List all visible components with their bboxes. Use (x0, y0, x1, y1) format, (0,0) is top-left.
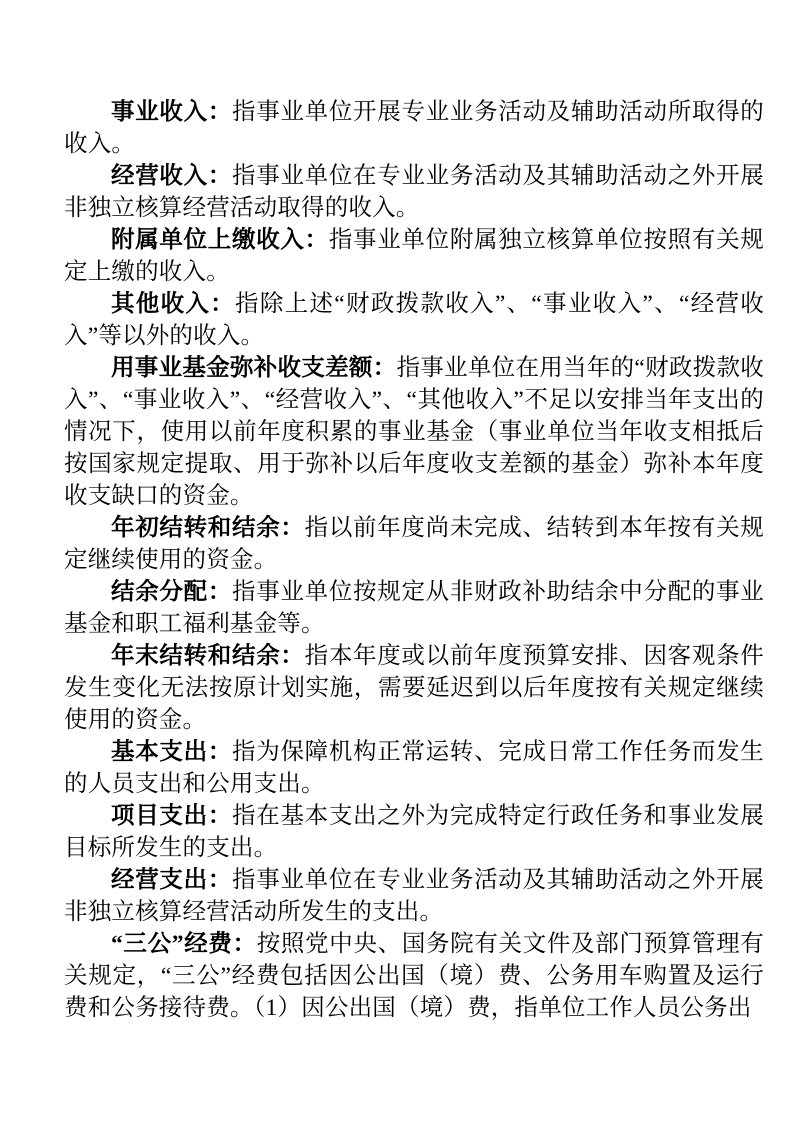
term-label: 年初结转和结余： (111, 515, 305, 541)
definition-text: 指事业单位在用当年的“财政拨款收入”、“事业收入”、“经营收入”、“其他收入”不足以安排当年支出的情况下，使用以前年度积累的事业基金（事业单位当年收支相抵后按国家规定提取、用于弥补以后年度收支差额的基金）弥补本年度收支缺口的资金。 (64, 355, 764, 509)
definition-paragraph (64, 800, 764, 864)
definition-text: 指在基本支出之外为完成特定行政任务和事业发展目标所发生的支出。 (64, 803, 765, 861)
term-label: 基本支出： (111, 739, 233, 765)
term-label: 结余分配： (111, 579, 233, 605)
definition-paragraph (64, 928, 764, 1024)
definitions-text-block (64, 96, 764, 1024)
term-label: “三公”经费： (111, 931, 257, 957)
definition-paragraph (64, 288, 764, 352)
definition-text: 指事业单位开展专业业务活动及辅助活动所取得的收入。 (64, 99, 765, 157)
term-label: 经营收入： (111, 163, 233, 189)
term-label: 经营支出： (111, 867, 233, 893)
definition-text: 指事业单位附属独立核算单位按照有关规定上缴的收入。 (64, 227, 764, 285)
definition-paragraph (64, 576, 764, 640)
term-label: 其他收入： (111, 291, 236, 317)
definition-paragraph (64, 736, 764, 800)
definition-paragraph (64, 352, 764, 512)
term-label: 附属单位上缴收入： (111, 227, 329, 253)
definition-paragraph (64, 224, 764, 288)
definition-text: 指事业单位在专业业务活动及其辅助活动之外开展非独立核算经营活动所发生的支出。 (64, 867, 765, 925)
definition-text: 指事业单位在专业业务活动及其辅助活动之外开展非独立核算经营活动取得的收入。 (64, 163, 765, 221)
definition-paragraph (64, 96, 764, 160)
definition-paragraph (64, 864, 764, 928)
term-label: 年末结转和结余： (111, 643, 305, 669)
term-label: 用事业基金弥补收支差额： (111, 355, 397, 381)
definition-paragraph (64, 640, 764, 736)
definition-text: 指以前年度尚未完成、结转到本年按有关规定继续使用的资金。 (64, 515, 764, 573)
definition-text: 指为保障机构正常运转、完成日常工作任务而发生的人员支出和公用支出。 (64, 739, 765, 797)
definition-text: 指除上述“财政拨款收入”、“事业收入”、“经营收入”等以外的收入。 (64, 291, 765, 349)
definition-text: 指事业单位按规定从非财政补助结余中分配的事业基金和职工福利基金等。 (64, 579, 765, 637)
definition-paragraph (64, 512, 764, 576)
term-label: 事业收入： (111, 99, 233, 125)
definition-text: 按照党中央、国务院有关文件及部门预算管理有关规定，“三公”经费包括因公出国（境）费、公务用车购置及运行费和公务接待费。（1）因公出国（境）费，指单位工作人员公务出 (64, 931, 764, 1021)
definition-paragraph (64, 160, 764, 224)
definition-text: 指本年度或以前年度预算安排、因客观条件发生变化无法按原计划实施，需要延迟到以后年度按有关规定继续使用的资金。 (64, 643, 764, 733)
term-label: 项目支出： (111, 803, 233, 829)
